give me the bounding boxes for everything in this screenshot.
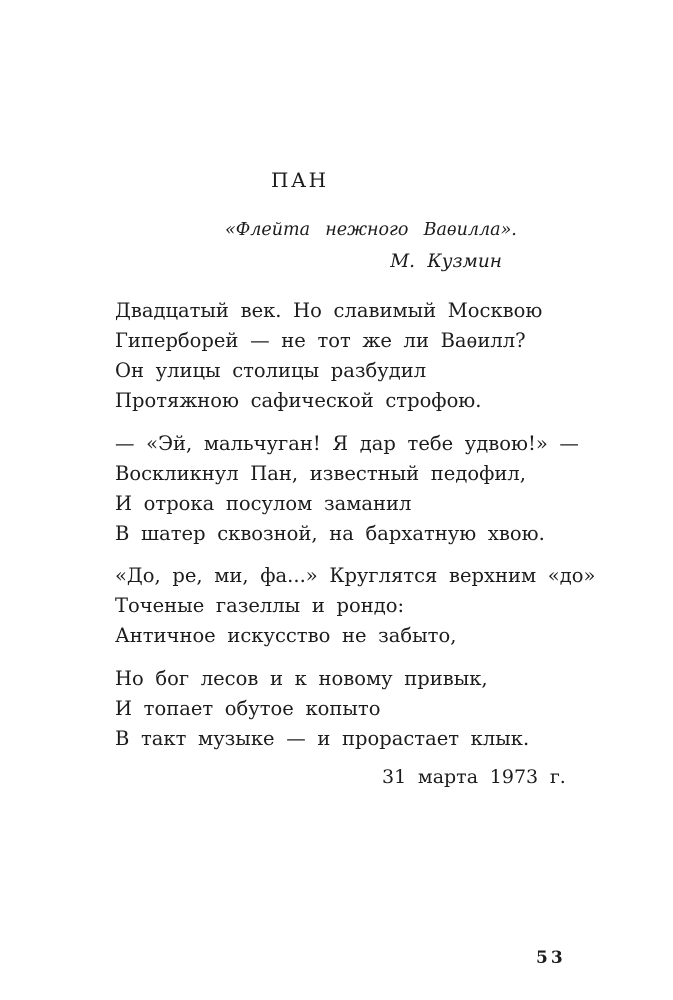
poem-line: Античное искусство не забыто,	[115, 624, 457, 647]
poem-line: И отрока посулом заманил	[115, 492, 412, 515]
stanza	[115, 296, 542, 416]
page-number: 53	[536, 948, 566, 968]
stanza	[115, 429, 579, 549]
poem-line: Точеные газеллы и рондо:	[115, 594, 405, 617]
poem-line: Он улицы столицы разбудил	[115, 359, 427, 382]
poem-line: Гиперборей — не тот же ли Ваѳилл?	[115, 329, 526, 352]
poem-line: Двадцатый век. Но славимый Москвою	[115, 299, 543, 322]
poem-line: И топает обутое копыто	[115, 697, 381, 720]
poem-title: ПАН	[271, 168, 329, 192]
poem-line: — «Эй, мальчуган! Я дар тебе удвою!» —	[115, 432, 579, 455]
poem-line: «До, ре, ми, фа...» Круглятся верхним «до»	[115, 564, 596, 587]
epigraph-attribution: М. Кузмин	[390, 251, 502, 272]
epigraph	[225, 218, 517, 274]
poem-line: В шатер сквозной, на бархатную хвою.	[115, 522, 545, 545]
poem-date: 31 марта 1973 г.	[382, 766, 566, 788]
stanza	[115, 561, 595, 651]
poem-line: Протяжною сафической строфою.	[115, 389, 482, 412]
epigraph-quote: «Флейта нежного Ваѳилла».	[225, 220, 517, 240]
stanza	[115, 664, 529, 754]
poem-line: Воскликнул Пан, известный педофил,	[115, 462, 526, 485]
poem-line: Но бог лесов и к новому привык,	[115, 667, 488, 690]
poem-line: В такт музыке — и прорастает клык.	[115, 727, 530, 750]
